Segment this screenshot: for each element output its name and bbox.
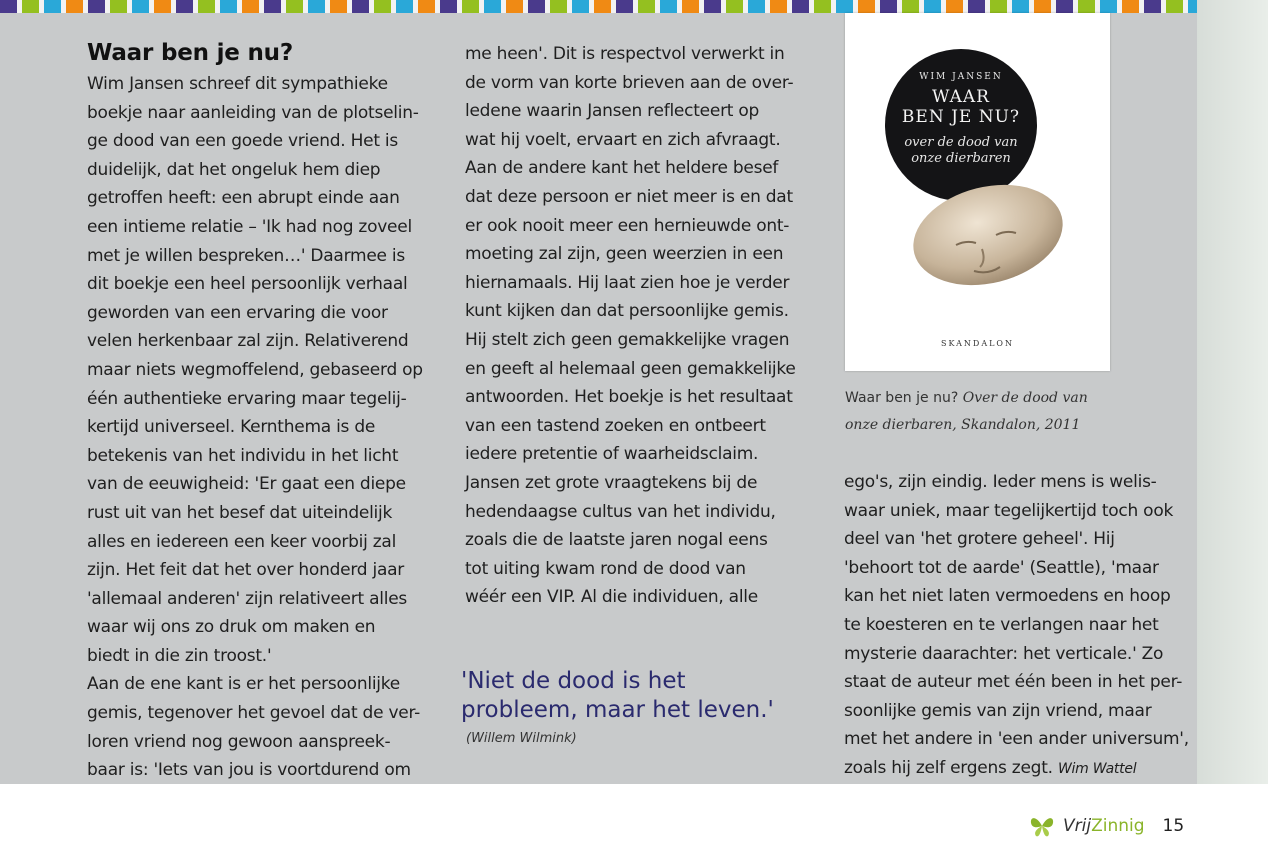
article-text-col1: Wim Jansen schreef dit sympathieke boekje naar aanleiding van de plotselin- ge dood van een goede vriend. Het is duidelijk, dat het ongeluk hem diep getroffen heeft: een abrupt einde aan een intieme relatie – 'Ik had nog zoveel met je willen bespreken…' Daarmee is dit boekje een heel persoonlijk verhaal geworden van een ervaring die voor velen herkenbaar zal zijn. Relativerend maar niets wegmoffelend, gebaseerd op één authentieke ervaring maar tegelij- kertijd universeel. Kernthema is de betekenis van het individu in het licht van de eeuwigheid: 'Er gaat een diepe rust uit van het besef dat uiteindelijk alles en iedereen een keer voorbij zal zijn. Het feit dat het over honderd jaar 'allemaal anderen' zijn relativeert alles waar wij ons zo druk om maken en biedt in die zin troost.' Aan de ene kant is er het persoonlijke gemis, tegenover het gevoel dat de ver- loren vriend nog gewoon aanspreek- baar is: 'Iets van jou is voortdurend om: [87, 74, 423, 781]
article-heading: Waar ben je nu?: [87, 40, 293, 66]
pull-quote-author: (Willem Wilmink): [466, 731, 577, 746]
cover-author: WIM JANSEN: [919, 72, 1003, 82]
article-column-1: [87, 40, 439, 785]
cover-title: WAAR BEN JE NU?: [901, 87, 1021, 127]
butterfly-icon: [1029, 814, 1055, 838]
page-number: 15: [1162, 816, 1185, 836]
article-text-col3-body: ego's, zijn eindig. Ieder mens is welis- waar uniek, maar tegelijkertijd toch ook deel van 'het grotere geheel'. Hij 'behoort tot de aarde' (Seattle), 'maar kan het niet laten vermoedens en hoop te koesteren en te verlangen naar het mysterie daarachter: het verticale.' Zo staat de auteur met één been in het per- soonlijke gemis van zijn vriend, maar met het andere in 'een ander universum', zoals hij zelf ergens zegt.: [844, 472, 1189, 778]
book-caption: [845, 385, 1145, 439]
pull-quote: 'Niet de dood is het probleem, maar het leven.': [461, 668, 774, 723]
cover-subtitle: over de dood van onze dierbaren: [904, 135, 1018, 166]
article-text-col3: [844, 468, 1196, 784]
book-cover: [845, 13, 1110, 371]
article-text-col2: me heen'. Dit is respectvol verwerkt in de vorm van korte brieven aan de over- ledene waarin Jansen reflecteert op wat hij voelt, ervaart en zich afvraagt. Aan de andere kant het heldere besef dat deze persoon er niet meer is en dat er ook nooit meer een hernieuwde ont- moeting zal zijn, geen weerzien in een hiernamaals. Hij laat zien hoe je verder kunt kijken dan dat persoonlijke gemis. Hij stelt zich geen gemakkelijke vragen en geeft al helemaal geen gemakkelijke antwoorden. Het boekje is het resultaat van een tastend zoeken en ontbeert iedere pretentie of waarheidsclaim. Jansen zet grote vraagtekens bij de hedendaagse cultus van het individu, zoals die de laatste jaren nogal eens tot uiting kwam rond de dood van wéér een VIP. Al die individuen, alle: [465, 44, 796, 608]
brand-vrij: Vrij: [1063, 816, 1092, 836]
sleeping-face-illustration: [908, 175, 1068, 287]
page-footer: [1029, 812, 1184, 840]
brand-zinnig: Zinnig: [1091, 816, 1145, 836]
caption-details: Over de dood van onze dierbaren, Skandalon, 2011: [845, 390, 1088, 433]
cover-publisher: SKANDALON: [941, 339, 1014, 348]
right-gutter: [1197, 0, 1268, 784]
article-column-2: [465, 40, 817, 612]
color-stripe: [0, 0, 1197, 13]
article-signature: Wim Wattel: [1057, 760, 1137, 777]
article-column-3: [844, 468, 1196, 784]
caption-title: Waar ben je nu?: [845, 390, 963, 406]
brand-name: [1063, 816, 1145, 836]
